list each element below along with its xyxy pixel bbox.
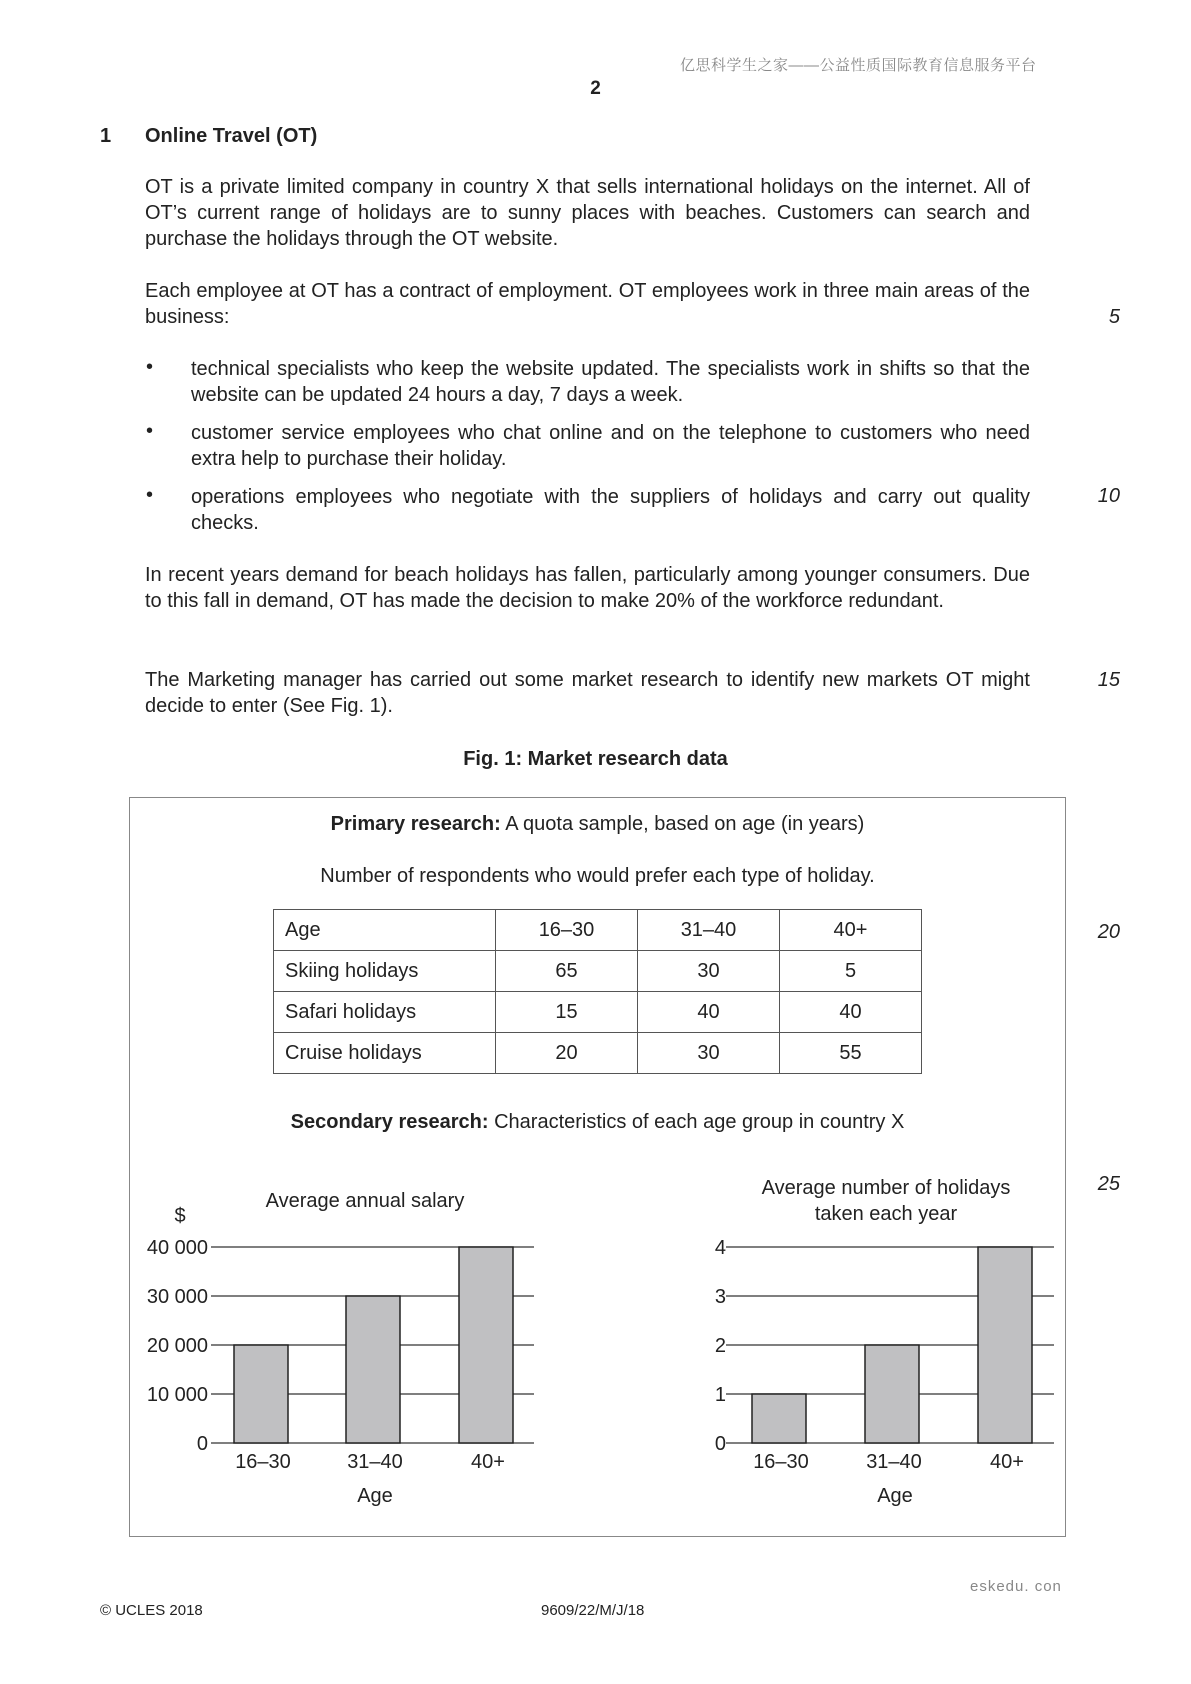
paragraph-3 bbox=[145, 562, 1030, 614]
y-tick-label: 10 000 bbox=[146, 1384, 208, 1406]
x-tick-label: 31–40 bbox=[347, 1451, 403, 1473]
page-number: 2 bbox=[590, 78, 601, 99]
chart-title: Average number of holidays bbox=[761, 1177, 1011, 1199]
bar bbox=[865, 1345, 919, 1443]
line-number-25: 25 bbox=[1097, 1173, 1120, 1195]
y-tick-label: 4 bbox=[714, 1237, 726, 1259]
table-header-cell: 40+ bbox=[780, 910, 922, 951]
y-tick-label: 40 000 bbox=[146, 1237, 208, 1259]
secondary-research-label: Secondary research: bbox=[290, 1111, 489, 1133]
bar bbox=[752, 1394, 806, 1443]
table-cell: 15 bbox=[496, 992, 638, 1033]
bar bbox=[346, 1296, 400, 1443]
paragraph-2-text: Each employee at OT has a contract of employment. OT employees work in three main areas of the business: bbox=[145, 280, 1030, 328]
y-axis-label: $ bbox=[174, 1205, 186, 1227]
table-row bbox=[274, 1033, 922, 1074]
secondary-research-heading bbox=[129, 1111, 1066, 1134]
x-axis-label: Age bbox=[877, 1485, 913, 1507]
site-watermark: eskedu. con bbox=[970, 1578, 1062, 1595]
bullet-marker-3: • bbox=[146, 484, 154, 506]
bullet-marker-2: • bbox=[146, 420, 154, 442]
paper-code: 9609/22/M/J/18 bbox=[541, 1602, 645, 1619]
table-caption: Number of respondents who would prefer each type of holiday. bbox=[320, 865, 875, 887]
question-title: Online Travel (OT) bbox=[145, 125, 318, 147]
table-cell: 40 bbox=[638, 992, 780, 1033]
bar-charts bbox=[129, 1160, 1066, 1520]
line-number-15: 15 bbox=[1097, 669, 1120, 691]
paragraph-1-text: OT is a private limited company in country X that sells international holidays on the internet. All of OT’s current range of holidays are to sunny places with beaches. Customers can search and purchase the holidays through the OT website. bbox=[145, 176, 1030, 250]
y-tick-label: 3 bbox=[714, 1286, 726, 1308]
table-cell: 5 bbox=[780, 951, 922, 992]
x-tick-label: 16–30 bbox=[235, 1451, 291, 1473]
paragraph-4 bbox=[145, 667, 1030, 719]
table-row bbox=[274, 951, 922, 992]
table-cell: 55 bbox=[780, 1033, 922, 1074]
question-number: 1 bbox=[100, 125, 112, 147]
copyright: © UCLES 2018 bbox=[100, 1602, 203, 1619]
table-cell: Cruise holidays bbox=[274, 1033, 496, 1074]
bar bbox=[978, 1247, 1032, 1443]
bullet-marker-1: • bbox=[146, 356, 154, 378]
y-tick-label: 20 000 bbox=[146, 1335, 208, 1357]
paragraph-2 bbox=[145, 278, 1030, 330]
secondary-research-text: Characteristics of each age group in country X bbox=[488, 1111, 905, 1133]
primary-research-heading bbox=[129, 813, 1066, 836]
x-tick-label: 31–40 bbox=[866, 1451, 922, 1473]
line-number-5: 5 bbox=[1108, 306, 1120, 328]
x-tick-label: 40+ bbox=[990, 1451, 1024, 1473]
x-tick-label: 16–30 bbox=[753, 1451, 809, 1473]
table-cell: 30 bbox=[638, 1033, 780, 1074]
salary-chart bbox=[147, 1190, 534, 1507]
line-number-10: 10 bbox=[1097, 485, 1120, 507]
y-tick-label: 2 bbox=[714, 1335, 726, 1357]
paragraph-1 bbox=[145, 174, 1030, 252]
table-cell: Skiing holidays bbox=[274, 951, 496, 992]
paragraph-3-text: In recent years demand for beach holidays has fallen, particularly among younger consumers. Due to this fall in demand, OT has made the decision to make 20% of the workforce redundant. bbox=[145, 564, 1030, 612]
bar bbox=[234, 1345, 288, 1443]
line-number-20: 20 bbox=[1097, 921, 1120, 943]
table-row bbox=[274, 992, 922, 1033]
primary-research-label: Primary research: bbox=[330, 813, 501, 835]
table-cell: Safari holidays bbox=[274, 992, 496, 1033]
y-tick-label: 0 bbox=[196, 1433, 208, 1455]
paragraph-4-text: The Marketing manager has carried out some market research to identify new markets OT might decide to enter (See Fig. 1). bbox=[145, 669, 1030, 717]
chart-title: taken each year bbox=[814, 1203, 958, 1225]
primary-research-text: A quota sample, based on age (in years) bbox=[500, 813, 865, 835]
y-tick-label: 0 bbox=[714, 1433, 726, 1455]
table-header-cell: 31–40 bbox=[638, 910, 780, 951]
watermark-text: 亿思科学生之家——公益性质国际教育信息服务平台 bbox=[680, 57, 1037, 74]
bullet-item-2: customer service employees who chat online and on the telephone to customers who need extra help to purchase their holiday. bbox=[191, 422, 1030, 470]
figure-title: Fig. 1: Market research data bbox=[463, 748, 728, 770]
table-header-row bbox=[274, 910, 922, 951]
table-cell: 65 bbox=[496, 951, 638, 992]
research-table bbox=[273, 909, 922, 1074]
bullet-item-1: technical specialists who keep the website updated. The specialists work in shifts so that the website can be updated 24 hours a day, 7 days a week. bbox=[191, 358, 1030, 406]
x-axis-label: Age bbox=[357, 1485, 393, 1507]
bullet-item-3: operations employees who negotiate with the suppliers of holidays and carry out quality checks. bbox=[191, 486, 1030, 534]
y-tick-label: 30 000 bbox=[146, 1286, 208, 1308]
chart-title: Average annual salary bbox=[265, 1190, 465, 1212]
table-header-cell: 16–30 bbox=[496, 910, 638, 951]
table-cell: 40 bbox=[780, 992, 922, 1033]
y-tick-label: 1 bbox=[714, 1384, 726, 1406]
holidays-chart bbox=[715, 1177, 1054, 1507]
bar bbox=[459, 1247, 513, 1443]
table-header-cell: Age bbox=[274, 910, 496, 951]
table-cell: 30 bbox=[638, 951, 780, 992]
x-tick-label: 40+ bbox=[471, 1451, 505, 1473]
table-cell: 20 bbox=[496, 1033, 638, 1074]
